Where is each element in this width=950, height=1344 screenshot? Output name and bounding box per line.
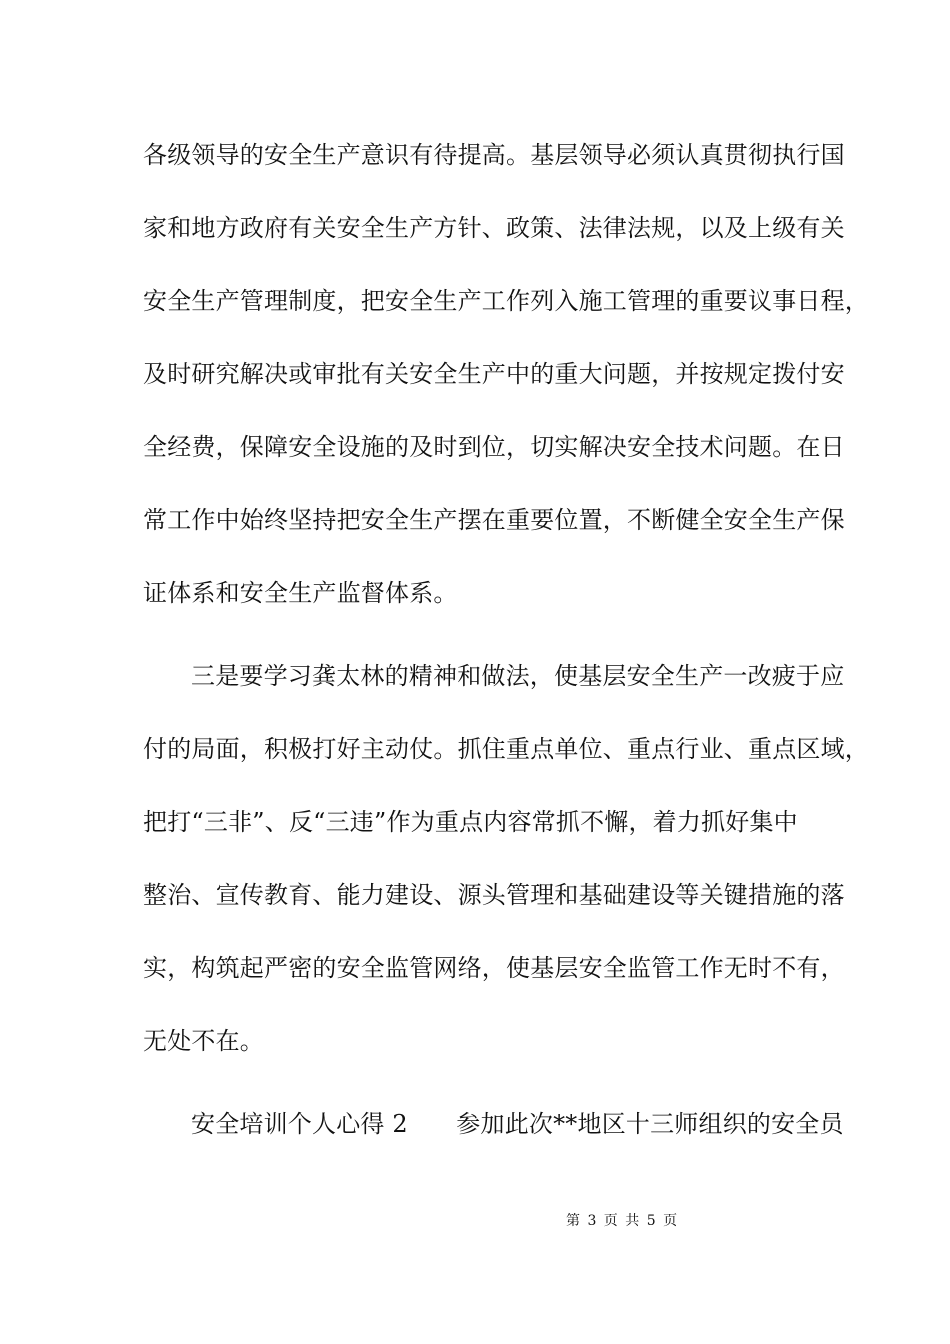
paragraph-line: 证体系和安全生产监督体系。 bbox=[143, 579, 458, 607]
paragraph-line: 把打“三非”、反“三违”作为重点内容常抓不懈，着力抓好集中 bbox=[143, 808, 798, 836]
page-number-footer: 第 3 页 共 5 页 bbox=[566, 1213, 678, 1229]
paragraph-line: 家和地方政府有关安全生产方针、政策、法律法规，以及上级有关 bbox=[143, 214, 845, 242]
paragraph-line: 全经费，保障安全设施的及时到位，切实解决安全技术问题。在日 bbox=[143, 433, 845, 461]
paragraph-line: 各级领导的安全生产意识有待提高。基层领导必须认真贯彻执行国 bbox=[143, 141, 845, 169]
paragraph-line: 付的局面，积极打好主动仗。抓住重点单位、重点行业、重点区域， bbox=[143, 735, 869, 763]
paragraph-line: 实，构筑起严密的安全监管网络，使基层安全监管工作无时不有， bbox=[143, 954, 845, 982]
paragraph-line: 安全培训个人心得 2 参加此次**地区十三师组织的安全员 bbox=[191, 1110, 844, 1138]
paragraph-line: 及时研究解决或审批有关安全生产中的重大问题，并按规定拨付安 bbox=[143, 360, 845, 388]
paragraph-line: 三是要学习龚太林的精神和做法，使基层安全生产一改疲于应 bbox=[191, 662, 845, 690]
paragraph-line: 无处不在。 bbox=[143, 1027, 264, 1055]
paragraph-line: 安全生产管理制度，把安全生产工作列入施工管理的重要议事日程， bbox=[143, 287, 869, 315]
paragraph-line: 常工作中始终坚持把安全生产摆在重要位置，不断健全安全生产保 bbox=[143, 506, 845, 534]
paragraph-line: 整治、宣传教育、能力建设、源头管理和基础建设等关键措施的落 bbox=[143, 881, 845, 909]
